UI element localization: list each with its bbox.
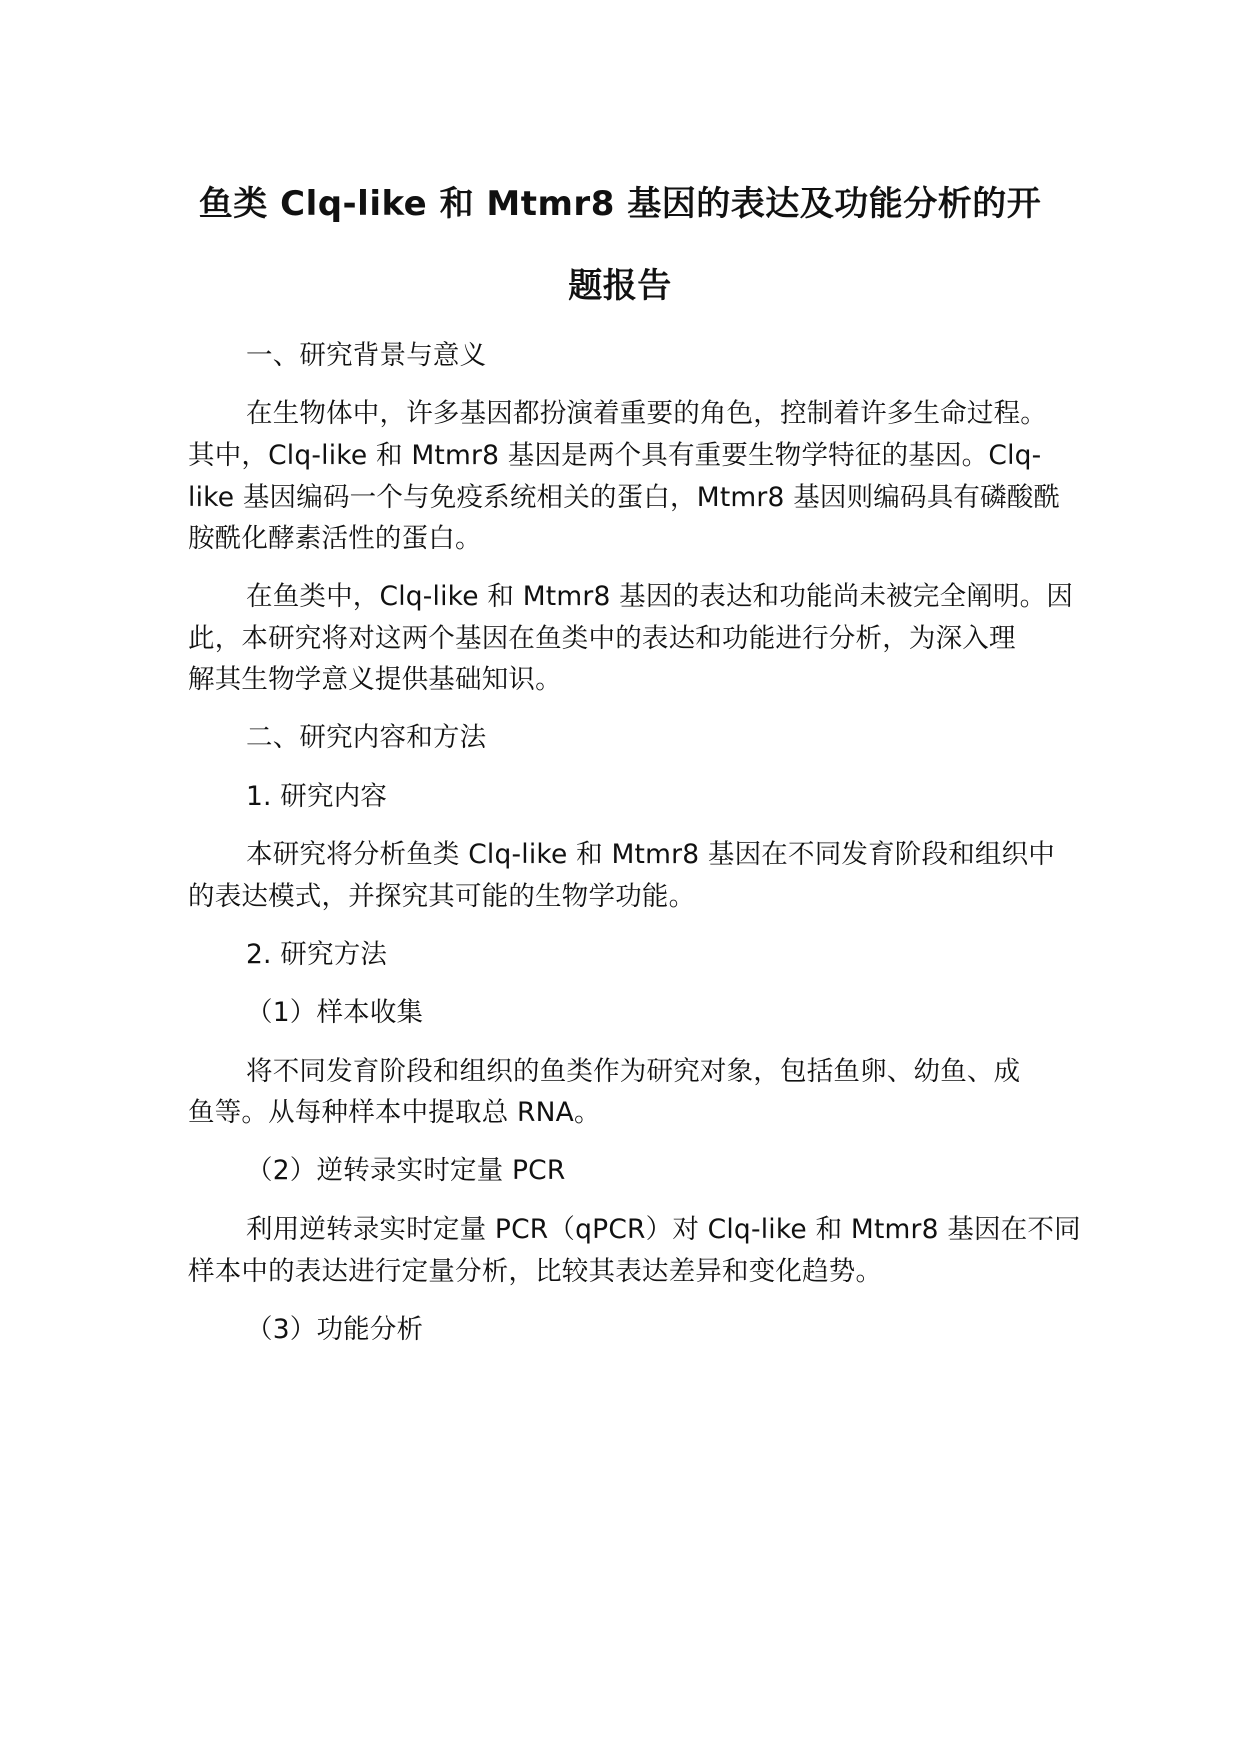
subsection-heading-content: 1. 研究内容 [246,781,388,812]
document-title-line-1: 鱼类 Clq-like 和 Mtmr8 基因的表达及功能分析的开 [198,184,1042,224]
paragraph-line: like 基因编码一个与免疫系统相关的蛋白，Mtmr8 基因则编码具有磷酸酰 [188,482,1061,513]
paragraph-line: 利用逆转录实时定量 PCR（qPCR）对 Clq-like 和 Mtmr8 基因在不同 [246,1214,1081,1245]
paragraph-line: 将不同发育阶段和组织的鱼类作为研究对象，包括鱼卵、幼鱼、成 [246,1056,1021,1087]
paragraph-line: 胺酰化酵素活性的蛋白。 [188,523,482,554]
paragraph-line: 样本中的表达进行定量分析，比较其表达差异和变化趋势。 [188,1256,883,1287]
method-heading-sampling: （1）样本收集 [246,997,424,1028]
method-heading-function: （3）功能分析 [246,1314,424,1345]
paragraph-line: 其中，Clq-like 和 Mtmr8 基因是两个具有重要生物学特征的基因。Clq- [188,440,1042,471]
paragraph-line: 的表达模式，并探究其可能的生物学功能。 [188,881,696,912]
section-heading-methods: 二、研究内容和方法 [246,722,487,753]
section-heading-background: 一、研究背景与意义 [246,340,487,371]
paragraph-line: 在生物体中，许多基因都扮演着重要的角色，控制着许多生命过程。 [246,398,1047,429]
subsection-heading-methods: 2. 研究方法 [246,939,388,970]
paragraph-line: 解其生物学意义提供基础知识。 [188,664,562,695]
paragraph-line: 本研究将分析鱼类 Clq-like 和 Mtmr8 基因在不同发育阶段和组织中 [246,839,1055,870]
paragraph-line: 在鱼类中，Clq-like 和 Mtmr8 基因的表达和功能尚未被完全阐明。因 [246,581,1074,612]
paragraph-line: 鱼等。从每种样本中提取总 RNA。 [188,1097,601,1128]
document-title-line-2: 题报告 [568,266,672,306]
method-heading-qpcr: （2）逆转录实时定量 PCR [246,1155,566,1186]
paragraph-line: 此，本研究将对这两个基因在鱼类中的表达和功能进行分析，为深入理 [188,623,1016,654]
